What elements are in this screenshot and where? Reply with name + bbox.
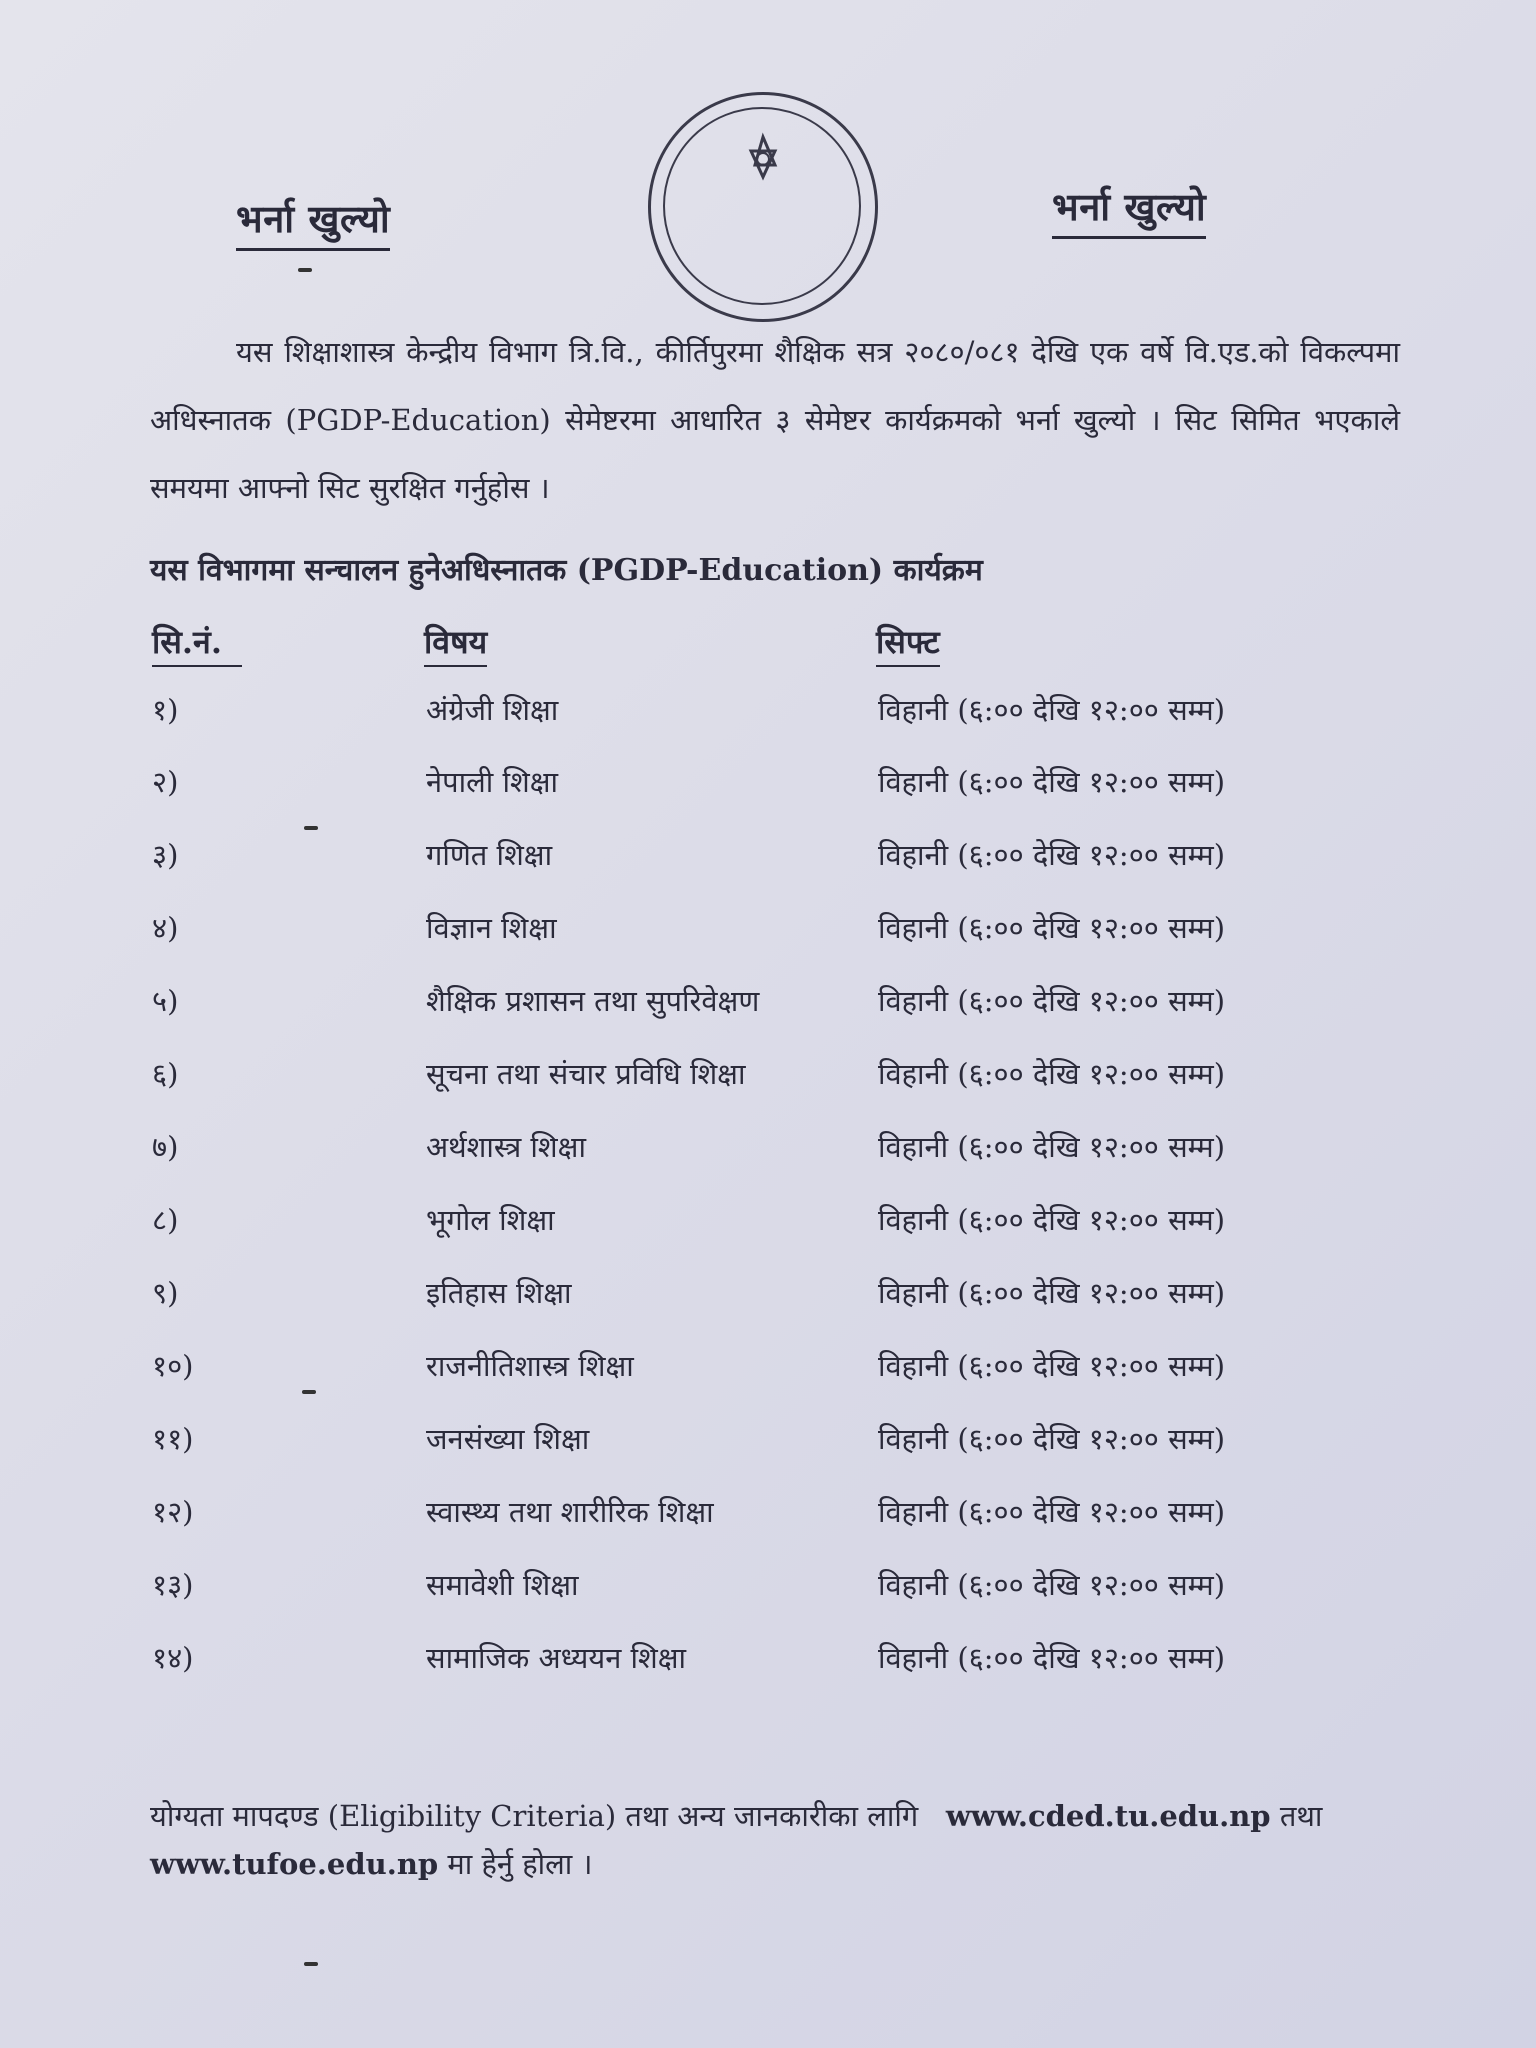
row-sn: ११) <box>152 1422 194 1456</box>
row-shift: विहानी (६:०० देखि १२:०० सम्म) <box>878 838 1226 872</box>
row-subject: अंग्रेजी शिक्षा <box>426 693 559 727</box>
row-sn: १०) <box>152 1349 194 1383</box>
table-row <box>0 981 1536 1053</box>
program-heading: यस विभागमा सन्चालन हुनेअधिस्नातक (PGDP-Education) कार्यक्रम <box>150 553 983 588</box>
row-sn: १३) <box>152 1568 194 1602</box>
row-shift: विहानी (६:०० देखि १२:०० सम्म) <box>878 1276 1226 1310</box>
row-subject: सामाजिक अध्ययन शिक्षा <box>426 1641 687 1675</box>
row-sn: ७) <box>152 1130 179 1164</box>
paper-speck <box>304 1962 318 1966</box>
paper-speck <box>298 268 312 272</box>
row-subject: इतिहास शिक्षा <box>426 1276 572 1310</box>
row-subject: भूगोल शिक्षा <box>426 1203 555 1237</box>
row-shift: विहानी (६:०० देखि १२:०० सम्म) <box>878 1495 1226 1529</box>
row-shift: विहानी (६:०० देखि १२:०० सम्म) <box>878 984 1226 1018</box>
row-shift: विहानी (६:०० देखि १२:०० सम्म) <box>878 765 1226 799</box>
table-row <box>0 1492 1536 1564</box>
row-subject: समावेशी शिक्षा <box>426 1568 579 1602</box>
paper-speck <box>304 826 318 830</box>
cded-website-link[interactable]: www.cded.tu.edu.np <box>945 1799 1271 1833</box>
table-row <box>0 762 1536 834</box>
row-sn: २) <box>152 765 179 799</box>
seal-emblem-icon <box>651 95 875 319</box>
row-subject: अर्थशास्त्र शिक्षा <box>426 1130 586 1164</box>
row-subject: विज्ञान शिक्षा <box>426 911 557 945</box>
table-row <box>0 1346 1536 1418</box>
row-sn: ५) <box>152 984 179 1018</box>
row-shift: विहानी (६:०० देखि १२:०० सम्म) <box>878 1349 1226 1383</box>
row-shift: विहानी (६:०० देखि १२:०० सम्म) <box>878 1057 1226 1091</box>
table-row <box>0 1273 1536 1345</box>
column-header-sn: सि.नं. <box>152 620 242 667</box>
table-row <box>0 908 1536 980</box>
row-sn: १२) <box>152 1495 194 1529</box>
row-shift: विहानी (६:०० देखि १२:०० सम्म) <box>878 693 1226 727</box>
table-row <box>0 1200 1536 1272</box>
row-subject: राजनीतिशास्त्र शिक्षा <box>426 1349 634 1383</box>
table-row <box>0 1127 1536 1199</box>
row-subject: नेपाली शिक्षा <box>426 765 559 799</box>
row-shift: विहानी (६:०० देखि १२:०० सम्म) <box>878 911 1226 945</box>
row-sn: ८) <box>152 1203 179 1237</box>
column-header-subject: विषय <box>424 620 487 667</box>
table-row <box>0 1565 1536 1637</box>
row-shift: विहानी (६:०० देखि १२:०० सम्म) <box>878 1568 1226 1602</box>
footer-text-2: तथा <box>1279 1799 1323 1833</box>
table-row <box>0 835 1536 907</box>
intro-text: यस शिक्षाशास्त्र केन्द्रीय विभाग त्रि.वि., कीर्तिपुरमा शैक्षिक सत्र २०८०/०८१ देखि एक वर्षे वि.एड.को विकल्पमा अधिस्नातक (PGDP-Education) सेमेष्टरमा आधारित ३ सेमेष्टर कार्यक्रमको भर्ना खुल्यो । सिट सिमित भएकाले समयमा आफ्नो सिट सुरक्षित गर्नुहोस । <box>150 335 1400 505</box>
row-sn: १) <box>152 693 179 727</box>
admission-open-heading-right: भर्ना खुल्यो <box>1052 180 1206 239</box>
row-sn: १४) <box>152 1641 194 1675</box>
row-subject: शैक्षिक प्रशासन तथा सुपरिवेक्षण <box>426 984 760 1018</box>
university-seal-stamp <box>648 92 878 322</box>
table-row <box>0 1419 1536 1491</box>
intro-paragraph <box>150 318 1400 522</box>
row-shift: विहानी (६:०० देखि १२:०० सम्म) <box>878 1203 1226 1237</box>
tufoe-website-link[interactable]: www.tufoe.edu.np <box>150 1847 439 1881</box>
row-sn: ९) <box>152 1276 179 1310</box>
row-shift: विहानी (६:०० देखि १२:०० सम्म) <box>878 1641 1226 1675</box>
row-sn: ३) <box>152 838 179 872</box>
paper-speck <box>302 1390 316 1394</box>
column-header-shift: सिफ्ट <box>876 620 940 667</box>
row-subject: सूचना तथा संचार प्रविधि शिक्षा <box>426 1057 746 1091</box>
table-row <box>0 1638 1536 1710</box>
row-subject: जनसंख्या शिक्षा <box>426 1422 590 1456</box>
row-sn: ४) <box>152 911 179 945</box>
row-subject: गणित शिक्षा <box>426 838 553 872</box>
row-shift: विहानी (६:०० देखि १२:०० सम्म) <box>878 1422 1226 1456</box>
table-row <box>0 1054 1536 1126</box>
row-shift: विहानी (६:०० देखि १२:०० सम्म) <box>878 1130 1226 1164</box>
footer-text-3: मा हेर्नु होला । <box>447 1847 593 1881</box>
row-sn: ६) <box>152 1057 179 1091</box>
footer-text-1: योग्यता मापदण्ड (Eligibility Criteria) तथा अन्य जानकारीका लागि <box>150 1799 919 1833</box>
footer-info <box>150 1792 1410 1888</box>
admission-open-heading-left: भर्ना खुल्यो <box>236 192 390 251</box>
row-subject: स्वास्थ्य तथा शारीरिक शिक्षा <box>426 1495 714 1529</box>
table-row <box>0 690 1536 762</box>
